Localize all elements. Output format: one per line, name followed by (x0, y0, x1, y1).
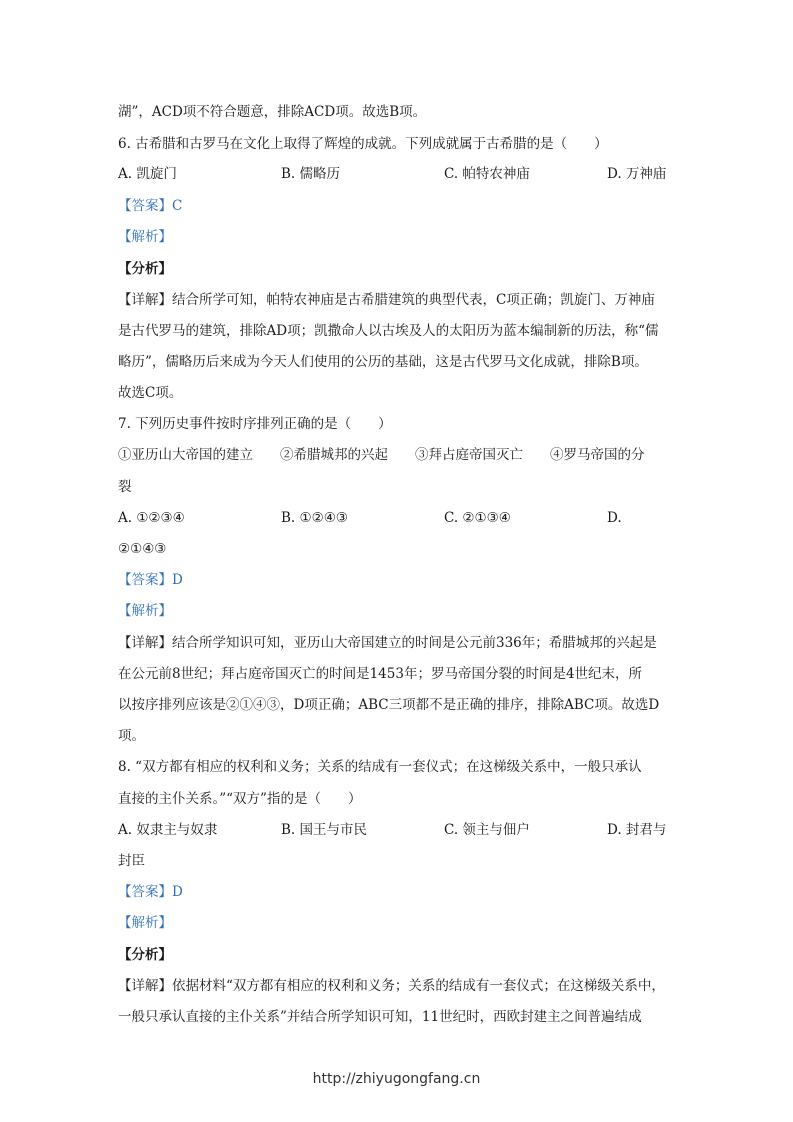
q8-detail-line-2: 一般只承认直接的主仆关系”并结合所学知识可知，11世纪时，西欧封建主之间普遍结成 (118, 1009, 642, 1025)
q6-detail-line-1: 【详解】结合所学可知，帕特农神庙是古希腊建筑的典型代表，C项正确；凯旋门、万神庙 (118, 292, 655, 308)
q6-option-a: A. 凯旋门 (118, 166, 177, 182)
q7-detail-line-2: 在公元前8世纪；拜占庭帝国灭亡的时间是1453年；罗马帝国分裂的时间是4世纪末，所 (118, 666, 643, 682)
q8-answer: 【答案】D (118, 884, 183, 900)
q8-detail-line-1: 【详解】依据材料“双方都有相应的权利和义务；关系的结成有一套仪式；在这梯级关系中， (118, 978, 665, 994)
q6-analysis-tag: 【解析】 (118, 229, 172, 245)
q7-stem: 7. 下列历史事件按时序排列正确的是（ ） (118, 416, 392, 432)
q7-option-c: C. ②①③④ (444, 510, 511, 526)
q8-stem-line-1: 8. “双方都有相应的权利和义务；关系的结成有一套仪式；在这梯级关系中，一般只承认 (118, 759, 642, 775)
q7-option-a: A. ①②③④ (118, 510, 185, 526)
q6-option-d: D. 万神庙 (607, 166, 667, 182)
q7-option-d: D. (607, 510, 622, 526)
q7-events-line-2: 裂 (118, 479, 132, 495)
q7-events-line-1: ①亚历山大帝国的建立 ②希腊城邦的兴起 ③拜占庭帝国灭亡 ④罗马帝国的分 (118, 447, 645, 463)
q8-option-b: B. 国王与市民 (281, 822, 368, 838)
q8-analysis-tag: 【解析】 (118, 915, 172, 931)
q8-stem-line-2: 直接的主仆关系。”“双方”指的是（ ） (118, 791, 362, 807)
q6-option-c: C. 帕特农神庙 (444, 166, 530, 182)
q8-fenxi-tag: 【分析】 (118, 947, 172, 963)
q7-analysis-tag: 【解析】 (118, 603, 172, 619)
q7-option-d-continued: ②①④③ (118, 541, 167, 557)
q8-option-d: D. 封君与 (607, 822, 667, 838)
q7-option-b: B. ①②④③ (281, 510, 348, 526)
q8-option-a: A. 奴隶主与奴隶 (118, 822, 218, 838)
q6-fenxi-tag: 【分析】 (118, 261, 172, 277)
q8-option-c: C. 领主与佃户 (444, 822, 530, 838)
intro-text: 湖”，ACD项不符合题意，排除ACD项。故选B项。 (118, 104, 427, 120)
q7-answer: 【答案】D (118, 572, 183, 588)
q7-detail-line-3: 以按序排列应该是②①④③，D项正确；ABC三项都不是正确的排序，排除ABC项。故选D (118, 697, 660, 713)
q7-detail-line-4: 项。 (118, 728, 145, 744)
q6-stem: 6. 古希腊和古罗马在文化上取得了辉煌的成就。下列成就属于古希腊的是（ ） (118, 136, 608, 152)
q6-option-b: B. 儒略历 (281, 166, 341, 182)
q8-option-d-continued: 封臣 (118, 853, 145, 869)
q6-detail-line-3: 略历”，儒略历后来成为今天人们使用的公历的基础，这是古代罗马文化成就，排除B项。 (118, 354, 648, 370)
q7-detail-line-1: 【详解】结合所学知识可知，亚历山大帝国建立的时间是公元前336年；希腊城邦的兴起是 (118, 635, 657, 651)
q6-detail-line-2: 是古代罗马的建筑，排除AD项；凯撒命人以古埃及人的太阳历为蓝本编制新的历法，称“儒 (118, 323, 659, 339)
q6-answer: 【答案】C (118, 198, 183, 214)
footer-url: http://zhiyugongfang.cn (312, 1071, 481, 1087)
q6-detail-line-4: 故选C项。 (118, 385, 183, 401)
